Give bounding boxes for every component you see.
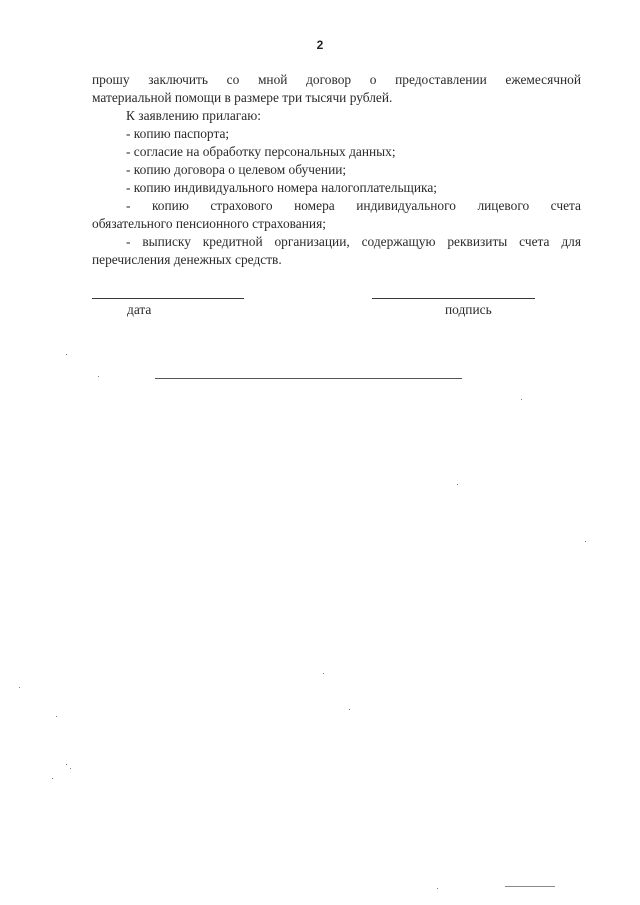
attachment-item: - копию договора о целевом обучении; <box>126 162 347 177</box>
scan-speck <box>70 768 71 769</box>
scan-speck <box>19 687 20 688</box>
scan-speck <box>56 716 57 717</box>
scan-speck <box>323 673 324 674</box>
scan-mark-line <box>505 886 555 887</box>
bank-statement-item: - выписку кредитной организации, содержащую реквизиты счета для перечисления денежных средств. <box>92 234 581 267</box>
page-number: 2 <box>316 38 324 52</box>
attachment-item: - копию индивидуального номера налогоплательщика; <box>126 180 437 195</box>
attachment-item: - копию паспорта; <box>126 126 230 141</box>
scan-speck <box>52 778 53 779</box>
scan-speck <box>457 484 458 485</box>
scan-speck <box>98 376 99 377</box>
attachments-intro: К заявлению прилагаю: <box>126 108 261 123</box>
date-line <box>92 298 244 299</box>
opening-line-2: материальной помощи в размере три тысячи рублей. <box>92 90 393 105</box>
attachment-item: - согласие на обработку персональных данных; <box>126 144 396 159</box>
scan-speck <box>66 764 67 765</box>
date-label: дата <box>127 302 152 317</box>
signature-line <box>372 298 535 299</box>
scan-speck <box>437 888 438 889</box>
opening-line-1: прошу заключить со мной договор о предоставлении ежемесячной <box>92 72 581 87</box>
scan-speck <box>349 709 350 710</box>
application-text <box>92 71 581 269</box>
signature-label: подпись <box>445 302 492 317</box>
snils-line-2: обязательного пенсионного страхования; <box>92 216 326 231</box>
separator-line <box>155 378 462 379</box>
scan-speck <box>521 399 522 400</box>
scan-speck <box>66 354 67 355</box>
scan-speck <box>585 541 586 542</box>
snils-line-1: - копию страхового номера индивидуального лицевого счета <box>126 198 581 213</box>
